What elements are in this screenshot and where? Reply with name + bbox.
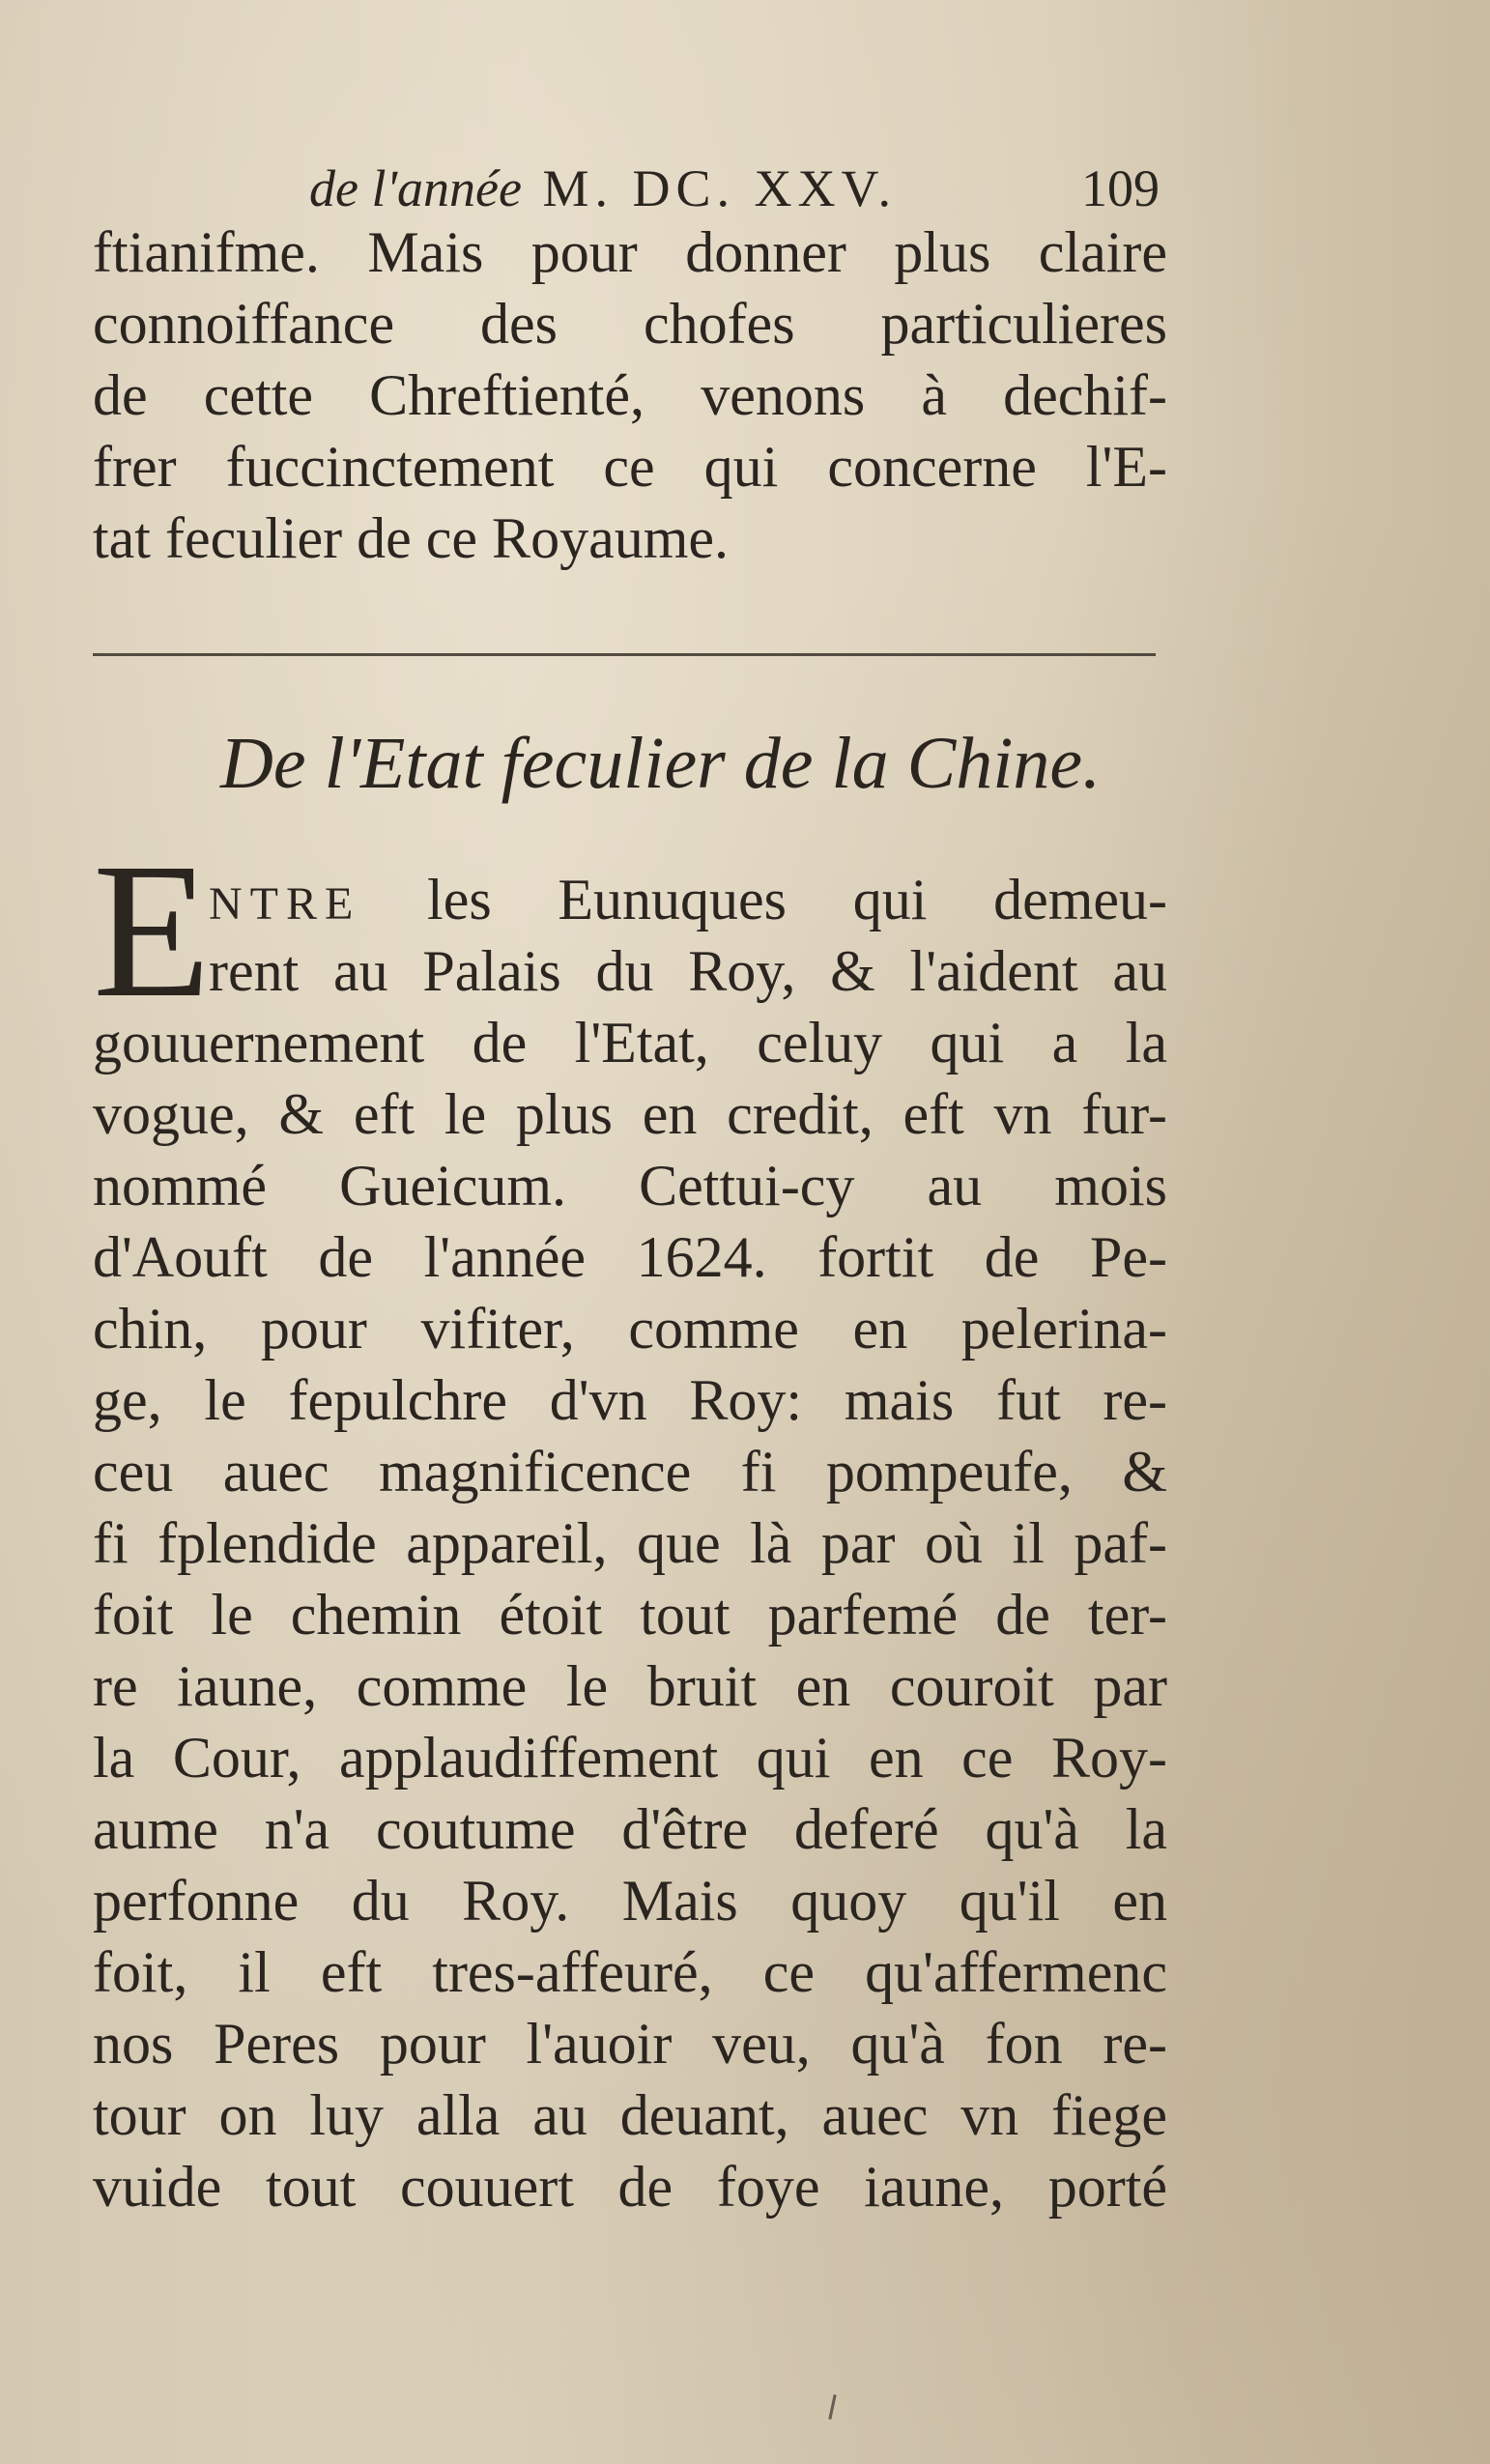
text-line-first [93,864,1167,935]
text-line: la Cour, applaudiffement qui en ce Roy- [93,1726,1167,1790]
text-line: perfonne du Roy. Mais quoy qu'il en [93,1869,1167,1933]
text-line: nos Peres pour l'auoir veu, qu'à fon re- [93,2012,1167,2076]
text-line: foit le chemin étoit tout parfemé de ter- [93,1583,1167,1647]
section-divider [93,653,1156,656]
page-number: 109 [1081,159,1160,217]
text-line: tat feculier de ce Royaume. [93,506,730,570]
text-line: rent au Palais du Roy, & l'aident au [209,939,1167,1003]
running-header [309,155,1160,222]
first-line-rest: les Eunuques qui demeu- [427,868,1167,931]
running-title: de l'année [309,159,522,217]
text-line: aume n'a coutume d'être deferé qu'à la [93,1797,1167,1861]
ink-speck [828,2394,836,2420]
text-line: frer fuccinctement ce qui concerne l'E- [93,435,1167,499]
text-line: gouuernement de l'Etat, celuy qui a la [93,1011,1167,1074]
text-line: chin, pour vifiter, comme en pelerina- [93,1297,1167,1361]
section-title: De l'Etat feculier de la Chine. [220,723,1102,804]
drop-cap: E [93,824,212,1038]
text-line: nommé Gueicum. Cettui-cy au mois [93,1154,1167,1218]
text-line: foit, il eft tres-affeuré, ce qu'affermenc [93,1940,1167,2004]
text-line: d'Aouft de l'année 1624. fortit de Pe- [93,1225,1167,1289]
text-line: vuide tout couuert de foye iaune, porté [93,2155,1167,2219]
paragraph-continued [93,216,1167,574]
text-line: ftianifme. Mais pour donner plus claire [93,220,1167,284]
text-line: connoiffance des chofes particulieres [93,292,1167,356]
text-line: ceu auec magnificence fi pompeufe, & [93,1440,1167,1504]
text-line: fi fplendide appareil, que là par où il paf- [93,1511,1167,1575]
small-caps-word: NTRE [209,878,361,930]
paragraph-main [93,864,1167,2222]
text-line: ge, le fepulchre d'vn Roy: mais fut re- [93,1368,1167,1432]
text-line: tour on luy alla au deuant, auec vn fiege [93,2083,1167,2147]
year-roman: M. DC. XXV. [542,159,898,217]
text-line: de cette Chreftienté, venons à dechif- [93,363,1167,427]
text-line: re iaune, comme le bruit en couroit par [93,1654,1167,1718]
text-line: vogue, & eft le plus en credit, eft vn fur- [93,1082,1167,1146]
